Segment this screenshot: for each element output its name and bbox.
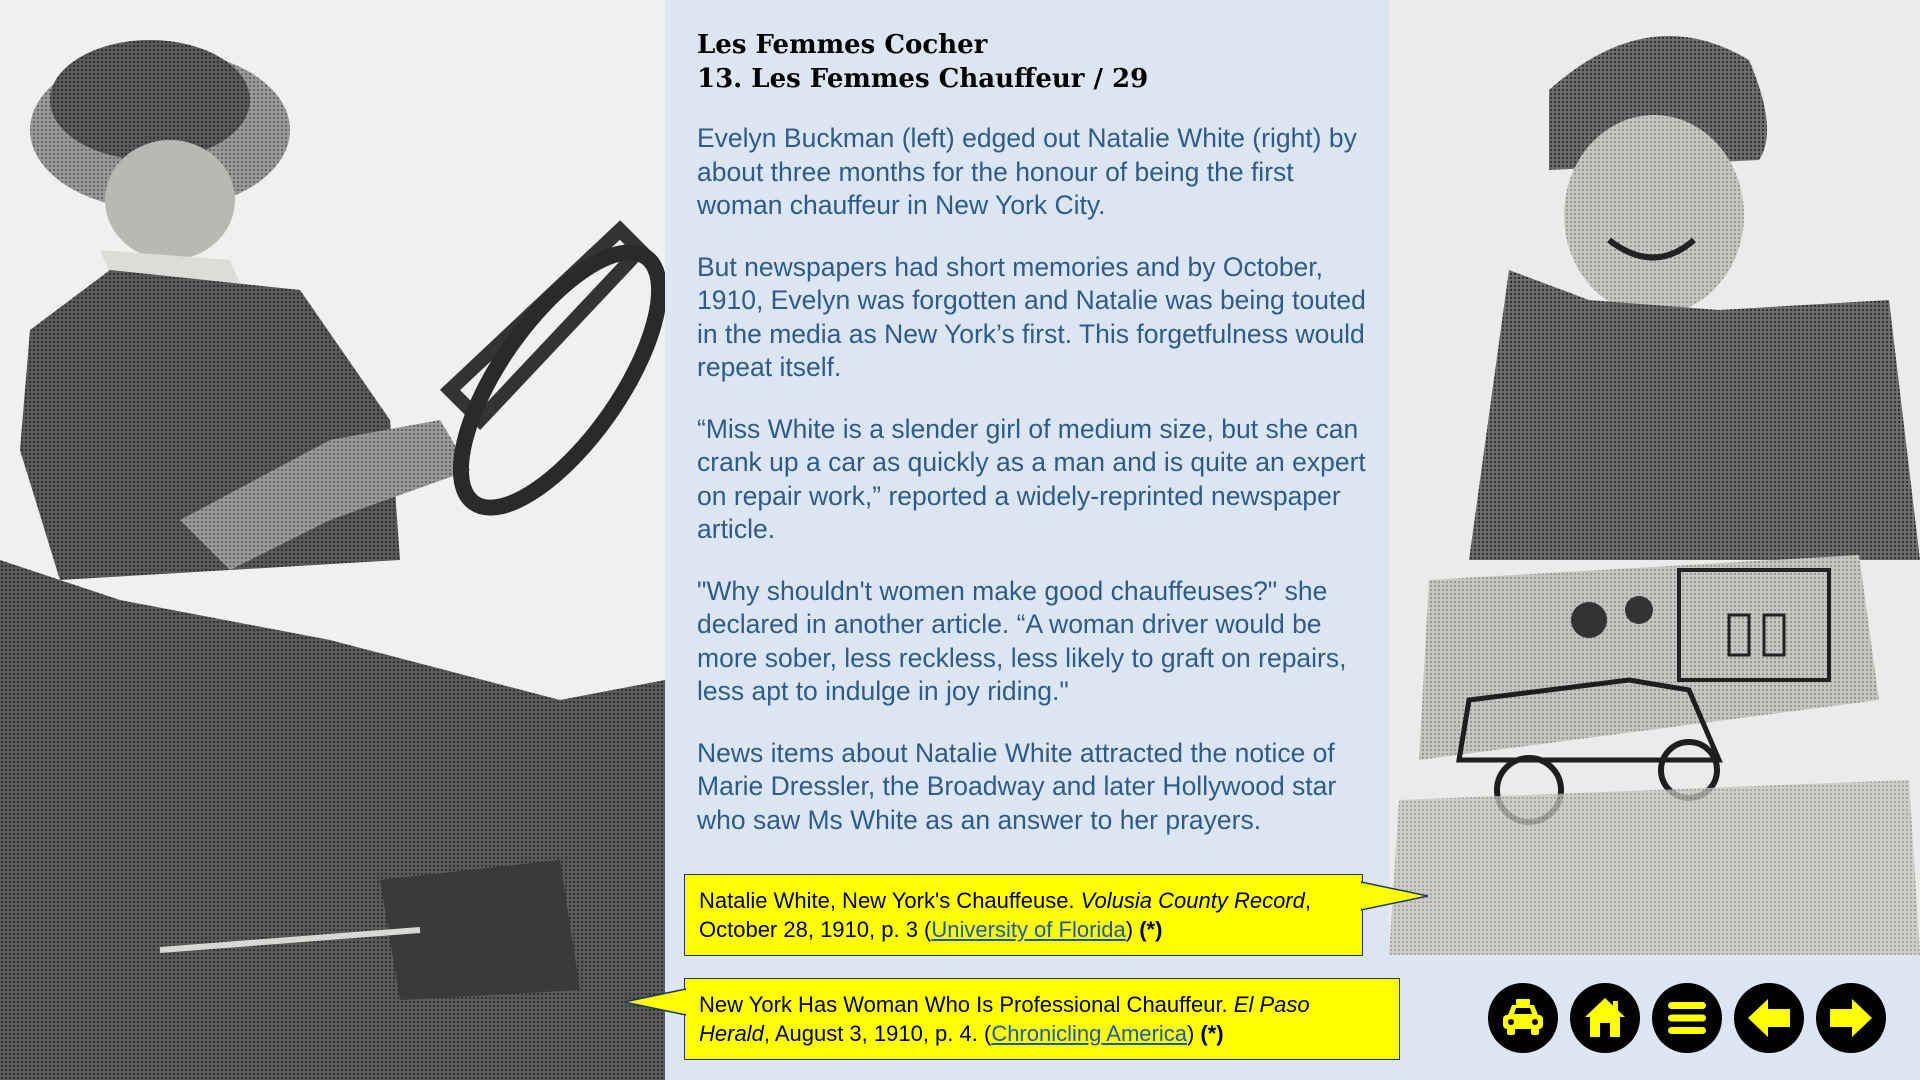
- footnote-marker[interactable]: (*): [1200, 1021, 1224, 1046]
- home-button[interactable]: [1570, 983, 1640, 1053]
- home-icon: [1580, 993, 1630, 1043]
- evelyn-buckman-photo: [0, 0, 665, 1080]
- paragraph: News items about Natalie White attracted the notice of Marie Dressler, the Broadway and later Hollywood star who saw Ms White as an answer to her prayers.: [697, 737, 1337, 835]
- caption-date: , October 28, 1910, p. 3 (: [699, 888, 1311, 942]
- paragraph: "Why shouldn't women make good chauffeuses?" she declared in another article. “A woman driver would be more sober, less reckless, less likely to graft on repairs, less apt to indulge in joy riding.": [697, 575, 1347, 706]
- taxi-icon: [1498, 993, 1548, 1043]
- caption-title: New York Has Woman Who Is Professional Chauffeur.: [699, 992, 1234, 1017]
- next-button[interactable]: [1816, 983, 1886, 1053]
- title-series: Les Femmes Cocher: [697, 30, 988, 60]
- caption-pointer: [624, 985, 686, 1025]
- source-link[interactable]: University of Florida: [931, 917, 1126, 942]
- previous-arrow-icon: [1744, 993, 1794, 1043]
- footnote-marker[interactable]: (*): [1139, 917, 1163, 942]
- paragraph: But newspapers had short memories and by October, 1910, Evelyn was forgotten and Natalie was being touted in the media as New York’s first. This forgetfulness would repeat itself.: [697, 251, 1366, 382]
- title-chapter: 13. Les Femmes Chauffeur / 29: [697, 64, 1149, 94]
- caption-title: Natalie White, New York's Chauffeuse.: [699, 888, 1081, 913]
- caption-close: ): [1125, 917, 1140, 942]
- paragraph: Evelyn Buckman (left) edged out Natalie White (right) by about three months for the honour of being the first woman chauffeur in New York City.: [697, 123, 1357, 220]
- paragraph: “Miss White is a slender girl of medium size, but she can crank up a car as quickly as a man and is quite an expert on repair work,” reported a widely-reprinted newspaper article.: [697, 413, 1366, 544]
- taxi-button[interactable]: [1488, 983, 1558, 1053]
- page-title: [697, 28, 1148, 96]
- menu-button[interactable]: [1652, 983, 1722, 1053]
- caption-right-photo: [684, 874, 1363, 956]
- next-arrow-icon: [1826, 993, 1876, 1043]
- caption-date: , August 3, 1910, p. 4. (: [763, 1021, 992, 1046]
- caption-pointer: [1361, 874, 1431, 924]
- caption-source: El Paso Herald: [699, 992, 1310, 1046]
- natalie-white-photo: [1389, 0, 1920, 955]
- source-link[interactable]: Chronicling America: [991, 1021, 1187, 1046]
- menu-icon: [1662, 993, 1712, 1043]
- previous-button[interactable]: [1734, 983, 1804, 1053]
- article-body: [697, 122, 1367, 865]
- caption-left-photo: [684, 978, 1400, 1060]
- caption-close: ): [1186, 1021, 1201, 1046]
- caption-source: Volusia County Record: [1080, 888, 1305, 913]
